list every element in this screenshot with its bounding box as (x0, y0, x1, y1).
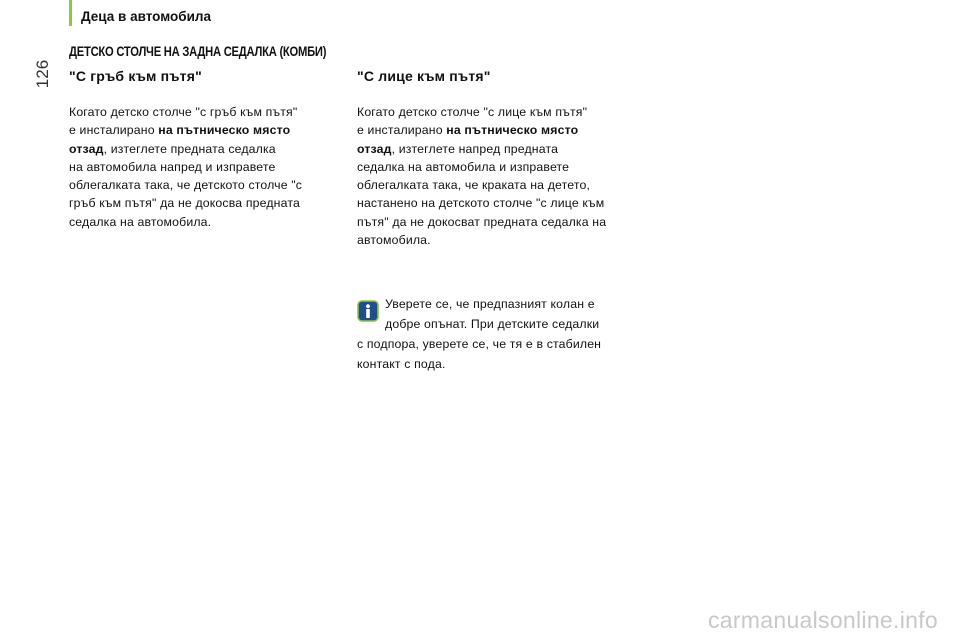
info-line: с подпора, уверете се, че тя е в стабилен (357, 337, 602, 351)
info-icon (357, 300, 379, 322)
rear-facing-paragraph (69, 103, 337, 231)
paragraph-line: на автомобила напред и изправете (69, 159, 276, 174)
info-note (357, 294, 632, 374)
forward-facing-paragraph (357, 103, 632, 249)
chapter-title: Деца в автомобила (81, 9, 211, 24)
paragraph-line: облегалката така, че краката на детето, (357, 178, 591, 193)
rear-facing-heading: "С гръб към пътя" (69, 68, 202, 84)
paragraph-line: , изтеглете предната седалка (103, 141, 276, 156)
info-line: контакт с пода. (357, 357, 446, 371)
paragraph-bold: отзад (357, 141, 392, 156)
info-line: добре опънат. При детските седалки (385, 317, 600, 331)
watermark: carmanualsonline.info (707, 607, 938, 633)
info-line: Уверете се, че предпазният колан е (385, 297, 595, 311)
paragraph-bold: на пътническо място (158, 123, 291, 138)
paragraph-bold: на пътническо място (446, 123, 579, 138)
paragraph-line: седалка на автомобила. (69, 214, 212, 229)
forward-facing-column (357, 68, 632, 249)
paragraph-bold: отзад (69, 141, 104, 156)
paragraph-line: настанено на детското столче "с лице към (357, 196, 605, 211)
paragraph-line: гръб към пътя" да не докосва предната (69, 196, 300, 211)
forward-facing-heading: "С лице към пътя" (357, 68, 491, 84)
paragraph-line: е инсталирано (357, 123, 447, 138)
paragraph-line: е инсталирано (69, 123, 159, 138)
rear-facing-column (69, 68, 337, 231)
section-title: ДЕТСКО СТОЛЧЕ НА ЗАДНА СЕДАЛКА (КОМБИ) (69, 43, 327, 59)
paragraph-line: автомобила. (357, 233, 431, 248)
chapter-accent-bar (69, 0, 72, 26)
paragraph-line: Когато детско столче "с гръб към пътя" (69, 105, 298, 119)
paragraph-line: пътя" да не докосват предната седалка на (357, 214, 607, 229)
paragraph-line: , изтеглете напред предната (391, 141, 559, 156)
paragraph-line: седалка на автомобила и изправете (357, 159, 570, 174)
page-number: 126 (33, 59, 52, 89)
paragraph-line: Когато детско столче "с лице към пътя" (357, 105, 588, 119)
paragraph-line: облегалката така, че детското столче "с (69, 178, 303, 193)
